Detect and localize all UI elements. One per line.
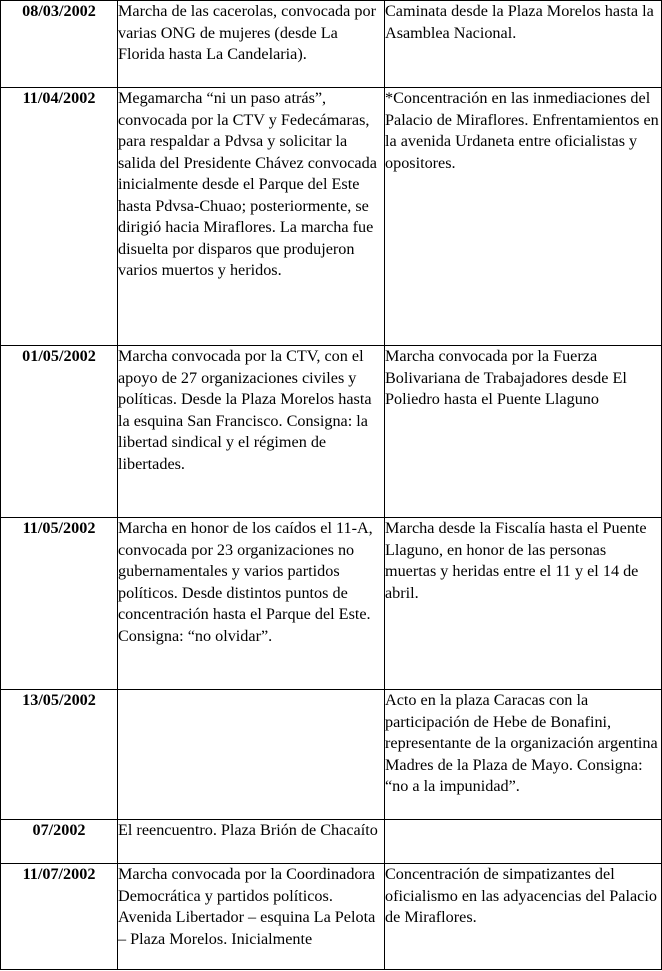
government-event-text: Acto en la plaza Caracas con la participación de Hebe de Bonafini, representante de la organización argentina Madres de la Plaza de Mayo. Consigna: “no a la impunidad”. <box>385 691 658 795</box>
table-row <box>1 820 662 864</box>
opposition-event-cell <box>118 346 385 518</box>
table-row <box>1 346 662 518</box>
government-event-text: Marcha convocada por la Fuerza Bolivariana de Trabajadores desde El Poliedro hasta el Puente Llaguno <box>385 347 627 408</box>
opposition-event-cell <box>118 88 385 346</box>
government-event-cell <box>385 518 662 690</box>
government-event-text: *Concentración en las inmediaciones del Palacio de Miraflores. Enfrentamientos en la avenida Urdaneta entre oficialistas y opositores. <box>385 89 659 172</box>
date-cell: 08/03/2002 <box>1 1 118 88</box>
government-event-cell <box>385 88 662 346</box>
government-event-text: Marcha desde la Fiscalía hasta el Puente Llaguno, en honor de las personas muertas y heridas entre el 11 y el 14 de abril. <box>385 519 647 602</box>
government-event-cell <box>385 690 662 820</box>
table-row <box>1 864 662 970</box>
table-row <box>1 518 662 690</box>
date-cell: 11/04/2002 <box>1 88 118 346</box>
government-event-text: Concentración de simpatizantes del oficialismo en las adyacencias del Palacio de Miraflores. <box>385 865 657 926</box>
date-cell: 07/2002 <box>1 820 118 864</box>
date-cell: 13/05/2002 <box>1 690 118 820</box>
opposition-event-text: Marcha convocada por la CTV, con el apoyo de 27 organizaciones civiles y políticas. Desde la Plaza Morelos hasta la esquina San Francisco. Consigna: la libertad sindical y el régimen de libertades. <box>118 347 372 473</box>
opposition-event-cell <box>118 820 385 864</box>
opposition-event-cell <box>118 518 385 690</box>
date-cell: 01/05/2002 <box>1 346 118 518</box>
table-row <box>1 88 662 346</box>
table-row <box>1 690 662 820</box>
opposition-event-text: Marcha convocada por la Coordinadora Democrática y partidos políticos. Avenida Libertador – esquina La Pelota – Plaza Morelos. Inicialmente <box>118 865 376 948</box>
opposition-event-text: Marcha en honor de los caídos el 11-A, convocada por 23 organizaciones no gubernamentales y varios partidos políticos. Desde distintos puntos de concentración hasta el Parque del Este. Consigna: “no olvidar”. <box>118 519 373 645</box>
opposition-event-text: El reencuentro. Plaza Brión de Chacaíto <box>118 821 378 839</box>
table-row <box>1 1 662 88</box>
government-event-cell <box>385 820 662 864</box>
government-event-text: Caminata desde la Plaza Morelos hasta la Asamblea Nacional. <box>385 2 654 42</box>
date-cell: 11/07/2002 <box>1 864 118 970</box>
opposition-event-cell <box>118 690 385 820</box>
opposition-event-cell <box>118 864 385 970</box>
government-event-cell <box>385 346 662 518</box>
date-cell: 11/05/2002 <box>1 518 118 690</box>
government-event-cell <box>385 864 662 970</box>
government-event-cell <box>385 1 662 88</box>
opposition-event-text: Megamarcha “ni un paso atrás”, convocada por la CTV y Fedecámaras, para respaldar a Pdvsa y solicitar la salida del Presidente Chávez convocada inicialmente desde el Parque del Este hasta Pdvsa-Chuao; posteriormente, se dirigió hacia Miraflores. La marcha fue disuelta por disparos que produjeron varios muertos y heridos. <box>118 89 377 279</box>
opposition-event-cell <box>118 1 385 88</box>
opposition-event-text: Marcha de las cacerolas, convocada por varias ONG de mujeres (desde La Florida hasta La Candelaria). <box>118 2 376 63</box>
